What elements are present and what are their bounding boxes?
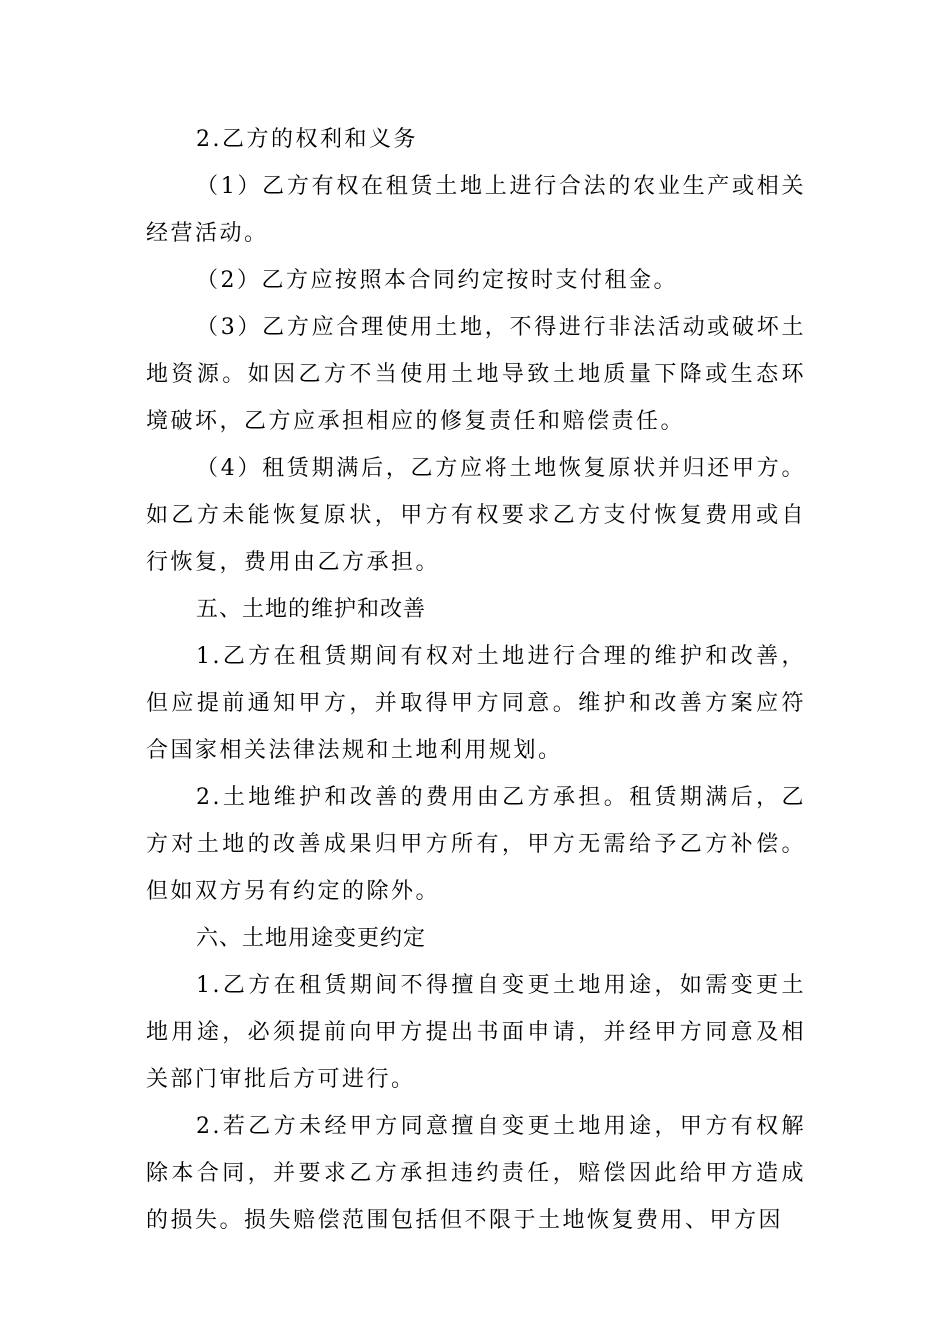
paragraph-clause-3: （3）乙方应合理使用土地，不得进行非法活动或破坏土地资源。如因乙方不当使用土地导致土地质量下降或生态环境破坏，乙方应承担相应的修复责任和赔偿责任。 — [146, 315, 806, 434]
paragraph-maintenance-2: 2.土地维护和改善的费用由乙方承担。租赁期满后，乙方对土地的改善成果归甲方所有，甲方无需给予乙方补偿。但如双方另有约定的除外。 — [146, 785, 806, 904]
paragraph-land-use-1: 1.乙方在租赁期间不得擅自变更土地用途，如需变更土地用途，必须提前向甲方提出书面申请，并经甲方同意及相关部门审批后方可进行。 — [146, 973, 806, 1092]
section-heading-six: 六、土地用途变更约定 — [196, 926, 427, 951]
section-heading-five: 五、土地的维护和改善 — [196, 597, 427, 622]
paragraph-clause-4: （4）租赁期满后，乙方应将土地恢复原状并归还甲方。如乙方未能恢复原状，甲方有权要求乙方支付恢复费用或自行恢复，费用由乙方承担。 — [146, 456, 806, 575]
paragraph-maintenance-1: 1.乙方在租赁期间有权对土地进行合理的维护和改善，但应提前通知甲方，并取得甲方同意。维护和改善方案应符合国家相关法律法规和土地利用规划。 — [146, 644, 806, 763]
document-body — [146, 116, 806, 1244]
paragraph-clause-1: （1）乙方有权在租赁土地上进行合法的农业生产或相关经营活动。 — [146, 174, 806, 246]
paragraph-section-2-title: 2.乙方的权利和义务 — [196, 127, 418, 152]
paragraph-clause-2: （2）乙方应按照本合同约定按时支付租金。 — [196, 268, 678, 293]
paragraph-land-use-2: 2.若乙方未经甲方同意擅自变更土地用途，甲方有权解除本合同，并要求乙方承担违约责任，赔偿因此给甲方造成的损失。损失赔偿范围包括但不限于土地恢复费用、甲方因 — [146, 1114, 806, 1233]
